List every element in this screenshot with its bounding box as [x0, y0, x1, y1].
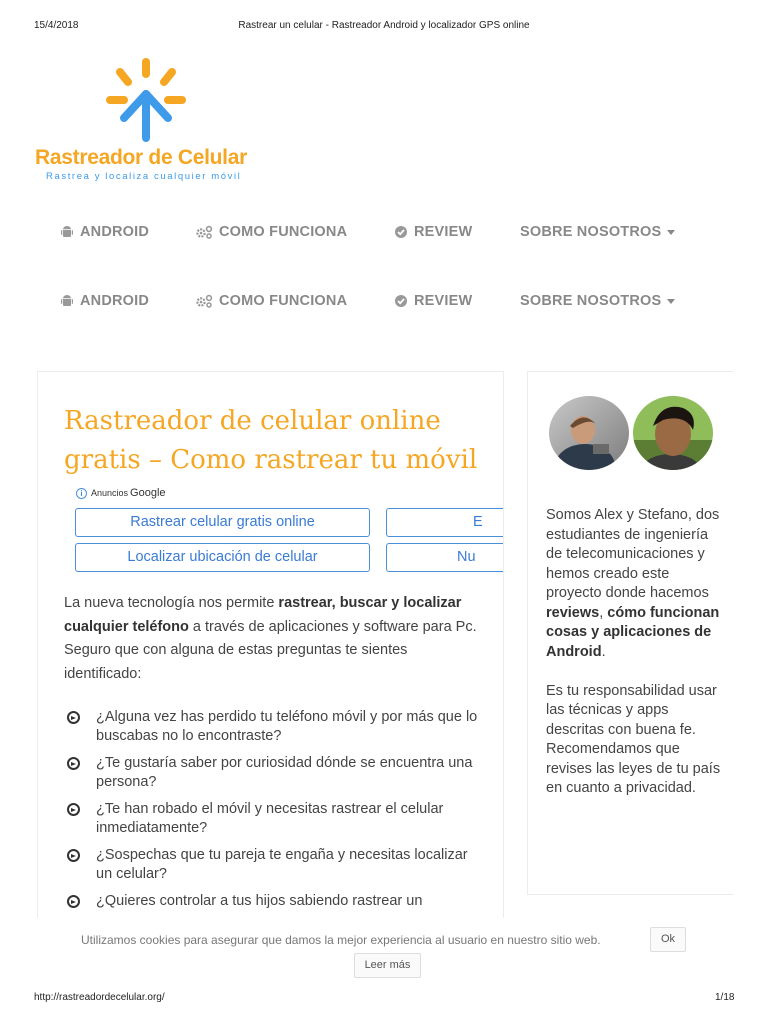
- arrow-circle-icon: [67, 895, 80, 908]
- cookie-read-more-button[interactable]: Leer más: [354, 953, 421, 978]
- nav-item-review[interactable]: [394, 224, 472, 240]
- intro-bold: rastrear, buscar y localizar cualquier teléfono: [64, 595, 462, 635]
- cookie-bar: [0, 918, 768, 980]
- nav-item-android[interactable]: [60, 224, 149, 240]
- about-text: [546, 506, 726, 818]
- nav-item-label: REVIEW: [414, 224, 473, 240]
- list-item: ¿Quieres controlar a tus hijos sabiendo rastrear un: [66, 892, 486, 911]
- check-circle-icon: [394, 294, 408, 308]
- arrow-circle-icon: [67, 711, 80, 724]
- ads-label-text: Anuncios: [91, 488, 129, 498]
- ads-label[interactable]: [76, 487, 166, 499]
- about-paragraph-1: Somos Alex y Stefano, dos estudiantes de ingeniería de telecomunicaciones y hemos creado este proyecto donde hacemos reviews, cómo funcionan cosas y aplicaciones de Android.: [546, 507, 720, 660]
- about-sidebar: [527, 371, 733, 895]
- article-card: [37, 371, 504, 931]
- caret-down-icon: [667, 230, 675, 235]
- print-header: [0, 0, 768, 40]
- nav-item-label: COMO FUNCIONA: [219, 293, 348, 309]
- ad-link-2[interactable]: E: [386, 508, 504, 537]
- sun-arrow-logo-icon: [104, 56, 188, 146]
- print-url: http://rastreadordecelular.org/: [34, 992, 165, 1003]
- logo-name: Rastreador de Celular: [35, 146, 247, 169]
- nav-item-sobre-nosotros[interactable]: [520, 224, 675, 240]
- ads-brand: Google: [130, 487, 166, 499]
- list-item: ¿Alguna vez has perdido tu teléfono móvil y por más que lo buscabas no lo encontraste?: [66, 708, 486, 746]
- ad-link-localizar[interactable]: Localizar ubicación de celular: [75, 543, 370, 572]
- question-list: [66, 708, 486, 919]
- ad-link-rastrear[interactable]: Rastrear celular gratis online: [75, 508, 370, 537]
- arrow-circle-icon: [67, 757, 80, 770]
- nav-item-label: REVIEW: [414, 293, 473, 309]
- post-title: Rastreador de celular online gratis – Como rastrear tu móvil: [64, 406, 478, 475]
- cookie-text: Utilizamos cookies para asegurar que damos la mejor experiencia al usuario en nuestro sitio web.: [81, 933, 601, 947]
- list-item: ¿Sospechas que tu pareja te engaña y necesitas localizar un celular?: [66, 846, 486, 884]
- print-title: Rastrear un celular - Rastreador Android y localizador GPS online: [238, 20, 530, 31]
- avatar-alex: [549, 396, 629, 470]
- list-item: ¿Te han robado el móvil y necesitas rastrear el celular inmediatamente?: [66, 800, 486, 838]
- about-paragraph-2: Es tu responsabilidad usar las técnicas y apps descritas con buena fe. Recomendamos que revises las leyes de tu país en cuanto a privacidad.: [546, 682, 721, 796]
- nav-item-review[interactable]: [394, 293, 472, 309]
- site-logo[interactable]: [34, 52, 294, 192]
- ad-link-4[interactable]: Nu: [386, 543, 504, 572]
- nav-item-android[interactable]: [60, 293, 149, 309]
- nav-item-sobre-nosotros[interactable]: [520, 293, 675, 309]
- arrow-circle-icon: [67, 849, 80, 862]
- arrow-circle-icon: [67, 803, 80, 816]
- check-circle-icon: [394, 225, 408, 239]
- android-icon: [60, 294, 74, 308]
- avatar-stefano: [633, 396, 713, 470]
- logo-tagline: Rastrea y localiza cualquier móvil: [46, 171, 242, 182]
- nav-item-label: SOBRE NOSOTROS: [520, 224, 662, 240]
- gears-icon: [195, 294, 213, 308]
- info-icon[interactable]: i: [76, 488, 87, 499]
- nav-item-label: ANDROID: [80, 293, 150, 309]
- nav-item-como-funciona[interactable]: [195, 293, 347, 309]
- nav-item-como-funciona[interactable]: [195, 224, 347, 240]
- caret-down-icon: [667, 299, 675, 304]
- nav-item-label: COMO FUNCIONA: [219, 224, 348, 240]
- sticky-nav: [0, 281, 768, 321]
- nav-item-label: SOBRE NOSOTROS: [520, 293, 662, 309]
- nav-item-label: ANDROID: [80, 224, 150, 240]
- list-item: ¿Te gustaría saber por curiosidad dónde se encuentra una persona?: [66, 754, 486, 792]
- gears-icon: [195, 225, 213, 239]
- cookie-ok-button[interactable]: Ok: [650, 927, 686, 952]
- print-page-number: 1/18: [715, 992, 735, 1003]
- android-icon: [60, 225, 74, 239]
- main-nav: [0, 212, 768, 252]
- print-date: 15/4/2018: [34, 20, 79, 31]
- intro-paragraph: La nueva tecnología nos permite rastrear, buscar y localizar cualquier teléfono a través de aplicaciones y software para Pc. Seguro que con alguna de estas preguntas te sientes identificado:: [64, 595, 477, 682]
